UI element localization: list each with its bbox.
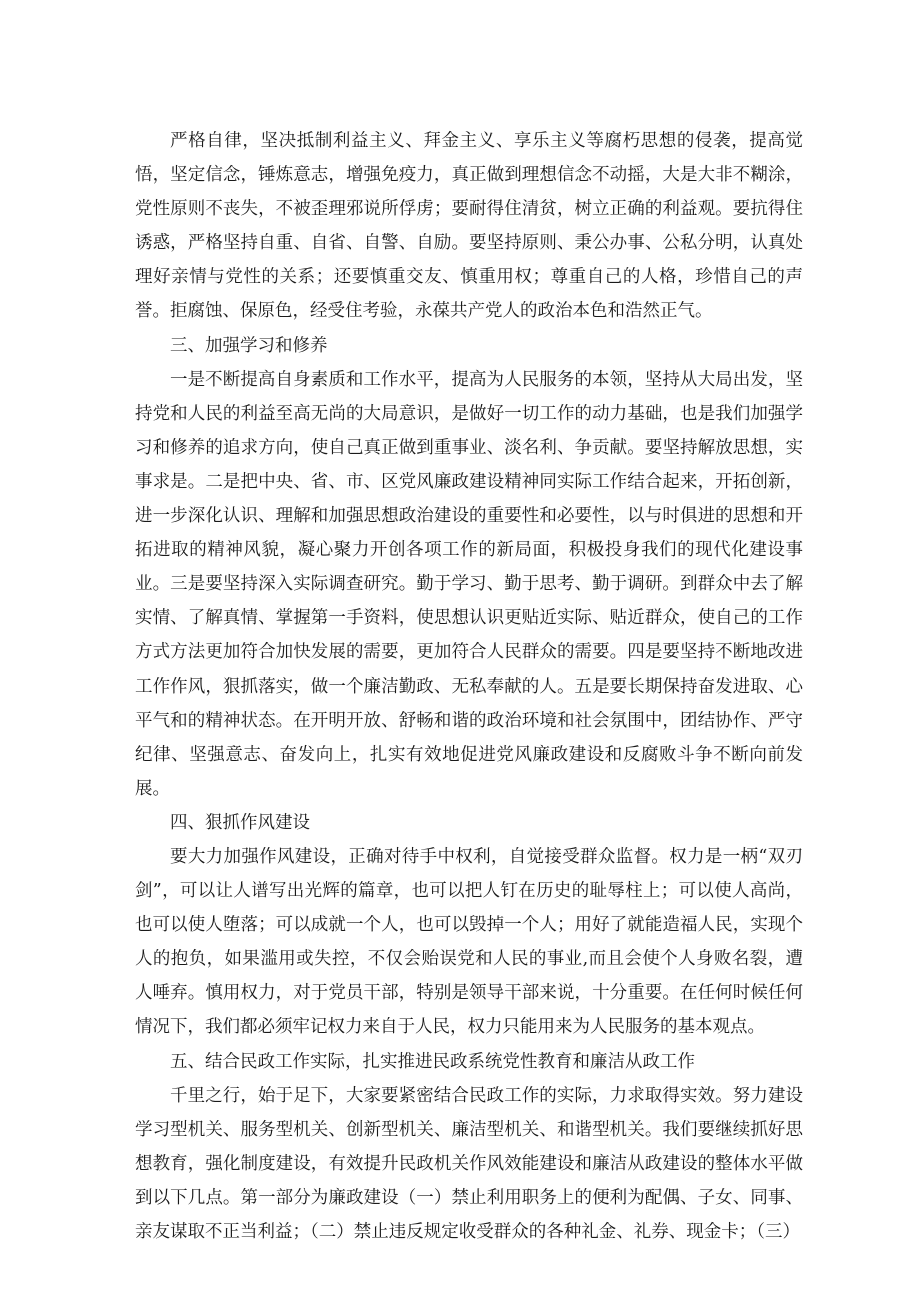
paragraph-civil-affairs: 千里之行，始于足下，大家要紧密结合民政工作的实际，力求取得实效。努力建设学习型机关、服务型机关、创新型机关、廉洁型机关、和谐型机关。我们要继续抓好思想教育，强化制度建设，有效提升民政机关作风效能建设和廉洁从政建设的整体水平做到以下几点。第一部分为廉政建设（一）禁止利用职务上的便利为配偶、子女、同事、亲友谋取不正当利益；（二）禁止违反规定收受群众的各种礼金、礼券、现金卡；（三） [135,1085,803,1242]
section-heading-study: 三、加强学习和修养 [170,335,328,356]
section-heading-civil-affairs: 五、结合民政工作实际，扎实推进民政系统党性教育和廉洁从政工作 [170,1051,695,1072]
paragraph-self-discipline: 严格自律，坚决抵制利益主义、拜金主义、享乐主义等腐朽思想的侵袭，提高觉悟，坚定信念，锤炼意志，增强免疫力，真正做到理想信念不动摇，大是大非不糊涂，党性原则不丧失，不被歪理邪说所俘虏；要耐得住清贫，树立正确的利益观。要抗得住诱惑，严格坚持自重、自省、自警、自励。要坚持原则、秉公办事、公私分明，认真处理好亲情与党性的关系；还要慎重交友、慎重用权；尊重自己的人格，珍惜自己的声誉。拒腐蚀、保原色，经受住考验，永葆共产党人的政治本色和浩然正气。 [135,131,803,322]
paragraph-study: 一是不断提高自身素质和工作水平，提高为人民服务的本领，坚持从大局出发，坚持党和人民的利益至高无尚的大局意识，是做好一切工作的动力基础，也是我们加强学习和修养的追求方向，使自己真正做到重事业、淡名利、争贡献。要坚持解放思想，实事求是。二是把中央、省、市、区党风廉政建设精神同实际工作结合起来，开拓创新，进一步深化认识、理解和加强思想政治建设的重要性和必要性，以与时俱进的思想和开拓进取的精神风貌，凝心聚力开创各项工作的新局面，积极投身我们的现代化建设事业。三是要坚持深入实际调查研究。勤于学习、勤于思考、勤于调研。到群众中去了解实情、了解真情、掌握第一手资料，使思想认识更贴近实际、贴近群众，使自己的工作方式方法更加符合加快发展的需要，更加符合人民群众的需要。四是要坚持不断地改进工作作风，狠抓落实，做一个廉洁勤政、无私奉献的人。五是要长期保持奋发进取、心平气和的精神状态。在开明开放、舒畅和谐的政治环境和社会氛围中，团结协作、严守纪律、坚强意志、奋发向上，扎实有效地促进党风廉政建设和反腐败斗争不断向前发展。 [135,369,803,799]
document-body [135,124,803,1249]
section-heading-work-style: 四、狠抓作风建设 [170,812,310,833]
paragraph-work-style: 要大力加强作风建设，正确对待手中权利，自觉接受群众监督。权力是一柄“双刃剑”，可以让人谱写出光辉的篇章，也可以把人钉在历史的耻辱柱上；可以使人高尚，也可以使人堕落；可以成就一个人，也可以毁掉一个人；用好了就能造福人民，实现个人的抱负，如果滥用或失控，不仅会贻误党和人民的事业,而且会使个人身败名裂，遭人唾弃。慎用权力，对于党员干部，特别是领导干部来说，十分重要。在任何时候任何情况下，我们都必须牢记权力来自于人民，权力只能用来为人民服务的基本观点。 [135,846,803,1038]
